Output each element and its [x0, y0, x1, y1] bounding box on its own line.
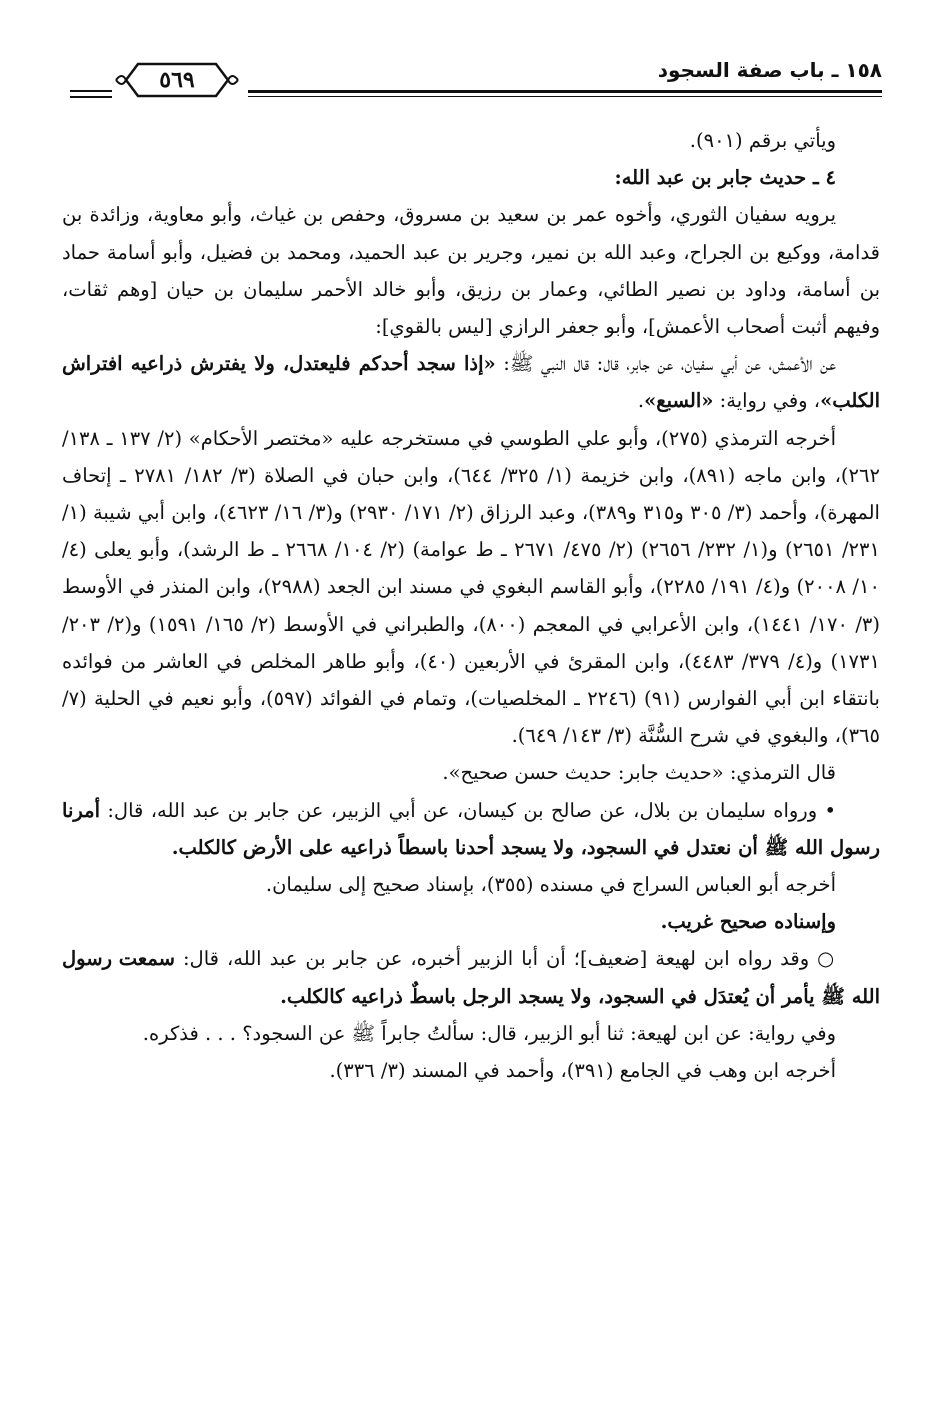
chapter-title: ١٥٨ ـ باب صفة السجود	[657, 58, 882, 82]
paragraph-p9: وإسناده صحيح غريب.	[660, 910, 836, 934]
paragraph-p6: قال الترمذي: «حديث جابر: حديث حسن صحيح».	[442, 761, 836, 785]
header-rule-thick	[248, 90, 882, 93]
text-segment: ○ وقد رواه ابن لهيعة [ضعيف]؛ أن أبا الزبير أخبره، عن جابر بن عبد الله، قال:	[174, 947, 836, 971]
page-number: ٥٦٩	[159, 67, 195, 93]
paragraph-p8: أخرجه أبو العباس السراج في مسنده (٣٥٥)، بإسناد صحيح إلى سليمان.	[265, 873, 836, 897]
text-segment: عن الأعمش، عن أبي سفيان، عن جابر، قال: قال النبي ﷺ:	[495, 352, 836, 376]
header-rule-left-thin	[70, 96, 112, 98]
header-rule-thin	[248, 96, 882, 97]
paragraph-p1: ويأتي برقم (٩٠١).	[689, 129, 836, 152]
paragraph-p4	[62, 345, 880, 419]
paragraph-p2: ٤ ـ حديث جابر بن عبد الله:	[614, 166, 836, 190]
paragraph-p3: يرويه سفيان الثوري، وأخوه عمر بن سعيد بن مسروق، وحفص بن غياث، وأبو معاوية، وزائدة بن قدامة، ووكيع بن الجراح، وعبد الله بن نمير، وجرير بن عبد الحميد، ومحمد بن فضيل، وأبو أسامة حماد بن أسامة، وداود بن نصير الطائي، وعمار بن رزيق، وأبو خالد الأحمر سليمان بن حيان [وهم ثقات، وفيهم أثبت أصحاب الأعمش]، وأبو جعفر الرازي [ليس بالقوي]:	[62, 203, 880, 339]
text-segment: سمعت رسول الله ﷺ يأمر أن يُعتدَل في السجود، ولا يسجد الرجل باسطٌ ذراعيه كالكلب.	[62, 947, 880, 1008]
paragraph-p7	[62, 792, 880, 866]
paragraph-p12: أخرجه ابن وهب في الجامع (٣٩١)، وأحمد في المسند (٣/ ٣٣٦).	[329, 1059, 836, 1083]
page-body	[62, 122, 880, 1089]
page-header	[70, 52, 882, 110]
text-segment: .	[637, 389, 645, 413]
page-number-ornament	[112, 58, 242, 102]
paragraph-p5: أخرجه الترمذي (٢٧٥)، وأبو علي الطوسي في مستخرجه عليه «مختصر الأحكام» (٢/ ١٣٧ ـ ١٣٨/ ٢٦٢)، وابن ماجه (٨٩١)، وابن خزيمة (١/ ٣٢٥/ ٦٤٤)، وابن حبان في الصلاة (٣/ ١٨٢/ ٢٧٨١ ـ إتحاف المهرة)، وأحمد (٣/ ٣٠٥ و٣١٥ و٣٨٩)، وعبد الرزاق (٢/ ١٧١/ ٢٩٣٠) و(٣/ ١٦/ ٤٦٢٣)، وابن أبي شيبة (١/ ٢٣١/ ٢٦٥١) و(١/ ٢٣٢/ ٢٦٥٦) (٢/ ٤٧٥/ ٢٦٧١ ـ ط عوامة) (٢/ ١٠٤/ ٢٦٦٨ ـ ط الرشد)، وأبو يعلى (٤/ ١٠/ ٢٠٠٨) و(٤/ ١٩١/ ٢٢٨٥)، وأبو القاسم البغوي في مسند ابن الجعد (٢٩٨٨)، وابن المنذر في الأوسط (٣/ ١٧٠/ ١٤٤١)، وابن الأعرابي في المعجم (٨٠٠)، والطبراني في الأوسط (٢/ ١٦٥/ ١٥٩١) و(٢/ ٢٠٣/ ١٧٣١) و(٤/ ٣٧٩/ ٤٤٨٣)، وابن المقرئ في الأربعين (٤٠)، وأبو طاهر المخلص في العاشر من فوائده بانتقاء ابن أبي الفوارس (٩١) (٢٢٤٦ ـ المخلصيات)، وتمام في الفوائد (٥٩٧)، وأبو نعيم في الحلية (٧/ ٣٦٥)، والبغوي في شرح السُّنَّة (٣/ ١٤٣/ ٦٤٩).	[62, 426, 880, 748]
paragraph-p10	[62, 940, 880, 1014]
text-segment: أمرنا رسول الله ﷺ أن نعتدل في السجود، ولا يسجد أحدنا باسطاً ذراعيه على الأرض كالكلب.	[62, 798, 880, 859]
text-segment: «إذا سجد أحدكم فليعتدل، ولا يفترش ذراعيه افتراش الكلب»	[62, 352, 880, 413]
text-segment: «السبع»	[644, 389, 714, 413]
paragraph-p11: وفي رواية: عن ابن لهيعة: ثنا أبو الزبير، قال: سألتُ جابراً ﷺ عن السجود؟ . . . فذكره.	[142, 1021, 836, 1045]
header-rule-left	[70, 90, 112, 92]
text-segment: ، وفي رواية:	[713, 389, 821, 413]
text-segment: • ورواه سليمان بن بلال، عن صالح بن كيسان، عن أبي الزبير، عن جابر بن عبد الله، قال:	[100, 798, 836, 822]
